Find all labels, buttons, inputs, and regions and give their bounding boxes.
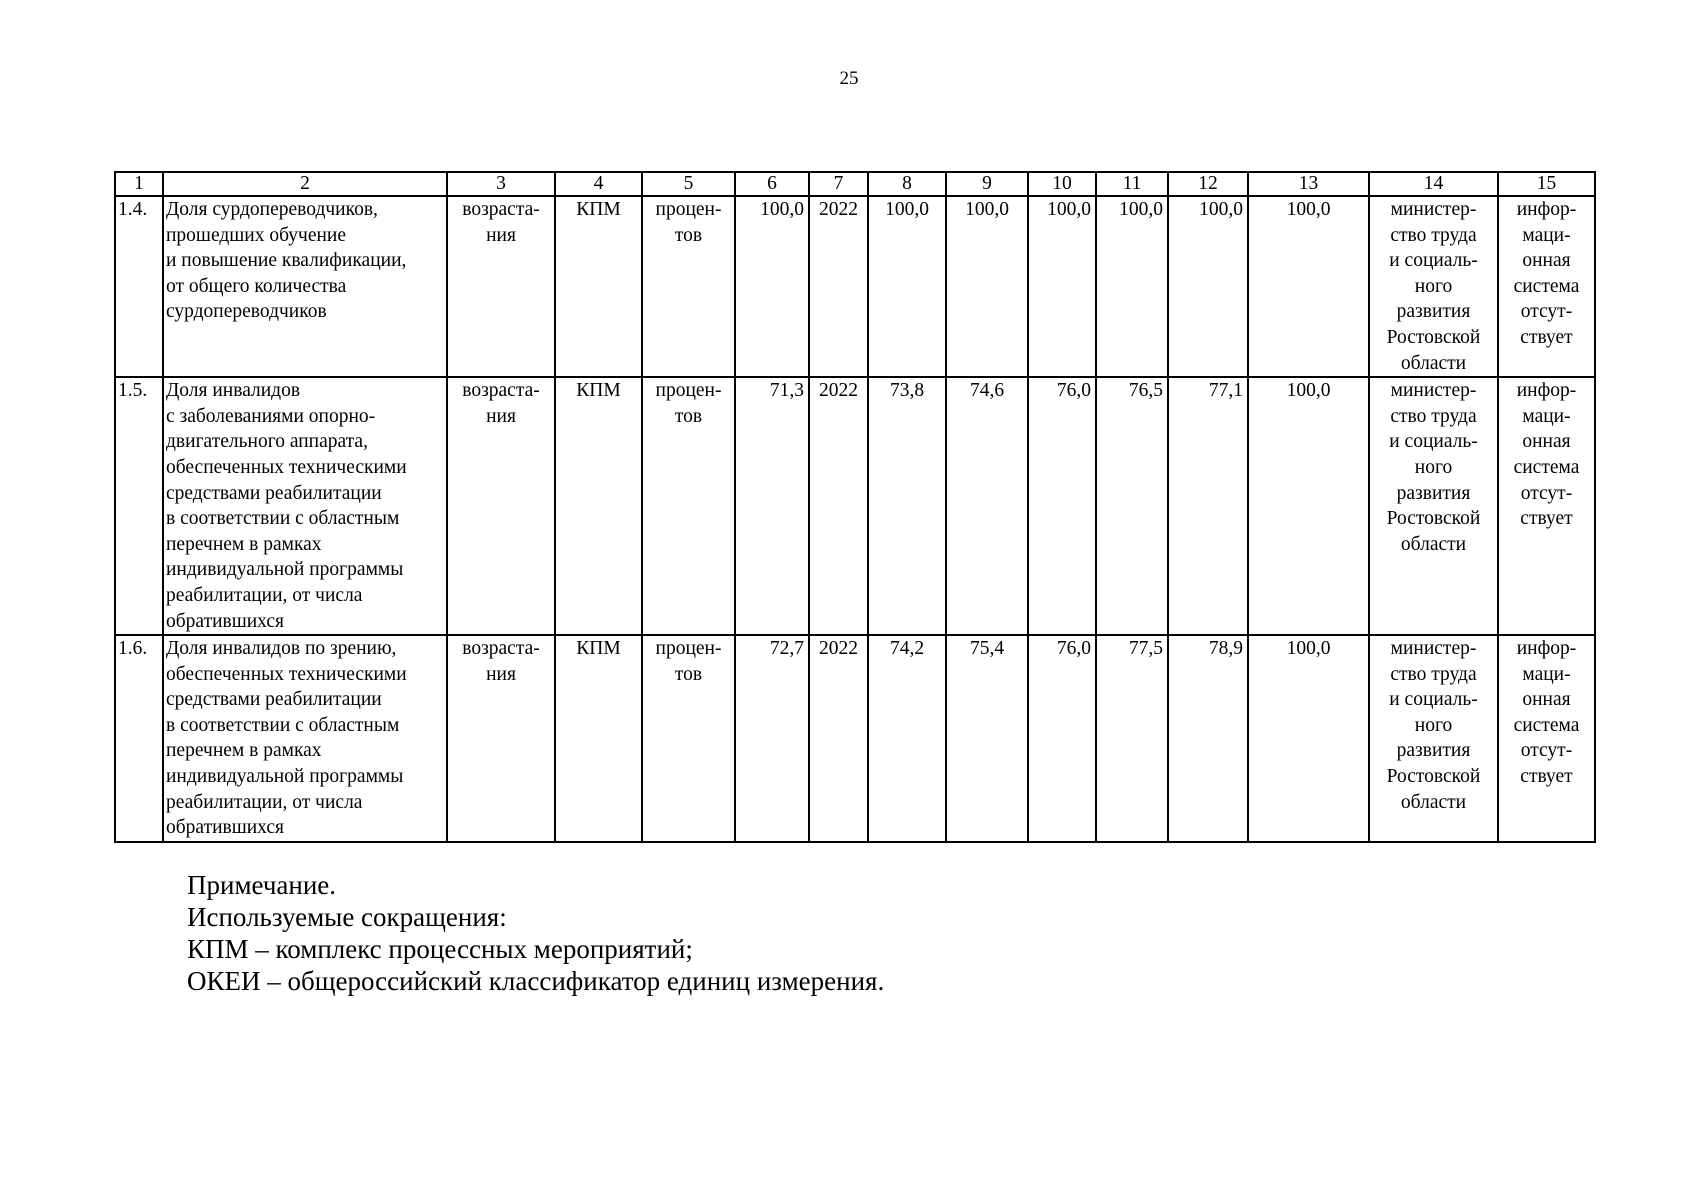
abbreviation-item: КПМ – комплекс процессных мероприятий; <box>187 934 693 964</box>
column-number: 12 <box>1168 172 1248 196</box>
indicator-direction: возраста- ния <box>447 635 555 842</box>
value-col-8: 100,0 <box>868 196 946 377</box>
indicator-number: 1.5. <box>115 377 163 635</box>
abbreviation-item: ОКЕИ – общероссийский классификатор единиц измерения. <box>187 966 885 996</box>
column-number: 11 <box>1096 172 1168 196</box>
column-number: 2 <box>163 172 447 196</box>
indicator-number: 1.6. <box>115 635 163 842</box>
value-col-9: 74,6 <box>946 377 1028 635</box>
column-number: 1 <box>115 172 163 196</box>
indicator-level: КПМ <box>555 377 642 635</box>
base-value: 72,7 <box>735 635 809 842</box>
table-row <box>115 377 1595 635</box>
value-col-11: 100,0 <box>1096 196 1168 377</box>
note-title: Примечание. <box>187 870 337 900</box>
table-row <box>115 635 1595 842</box>
value-col-12: 78,9 <box>1168 635 1248 842</box>
indicator-unit: процен- тов <box>642 377 735 635</box>
responsible-body: министер- ство труда и социаль- ного развития Ростовской области <box>1369 196 1498 377</box>
column-number: 4 <box>555 172 642 196</box>
value-col-13: 100,0 <box>1248 377 1369 635</box>
indicator-direction: возраста- ния <box>447 196 555 377</box>
base-value: 100,0 <box>735 196 809 377</box>
column-number: 3 <box>447 172 555 196</box>
value-col-13: 100,0 <box>1248 635 1369 842</box>
note-intro: Используемые сокращения: <box>187 902 507 932</box>
value-col-10: 76,0 <box>1028 377 1096 635</box>
value-col-12: 77,1 <box>1168 377 1248 635</box>
base-year: 2022 <box>809 196 868 377</box>
indicator-name: Доля сурдопереводчиков, прошедших обучение и повышение квалификации, от общего количества сурдопереводчиков <box>163 196 447 377</box>
info-system: инфор- маци- онная система отсут- ствует <box>1498 635 1595 842</box>
column-number: 15 <box>1498 172 1595 196</box>
indicator-unit: процен- тов <box>642 635 735 842</box>
value-col-9: 100,0 <box>946 196 1028 377</box>
indicator-name: Доля инвалидов с заболеваниями опорно- двигательного аппарата, обеспеченных техническими средствами реабилитации в соответствии с областным перечнем в рамках индивидуальной программы реабилитации, от числа обратившихся <box>163 377 447 635</box>
value-col-8: 74,2 <box>868 635 946 842</box>
value-col-11: 77,5 <box>1096 635 1168 842</box>
indicators-table <box>114 171 1596 843</box>
info-system: инфор- маци- онная система отсут- ствует <box>1498 377 1595 635</box>
responsible-body: министер- ство труда и социаль- ного развития Ростовской области <box>1369 635 1498 842</box>
column-number: 6 <box>735 172 809 196</box>
value-col-10: 76,0 <box>1028 635 1096 842</box>
note-section <box>187 869 884 997</box>
info-system: инфор- маци- онная система отсут- ствует <box>1498 196 1595 377</box>
value-col-10: 100,0 <box>1028 196 1096 377</box>
value-col-9: 75,4 <box>946 635 1028 842</box>
indicator-number: 1.4. <box>115 196 163 377</box>
value-col-8: 73,8 <box>868 377 946 635</box>
column-number: 5 <box>642 172 735 196</box>
value-col-13: 100,0 <box>1248 196 1369 377</box>
indicator-level: КПМ <box>555 196 642 377</box>
responsible-body: министер- ство труда и социаль- ного развития Ростовской области <box>1369 377 1498 635</box>
base-value: 71,3 <box>735 377 809 635</box>
indicator-unit: процен- тов <box>642 196 735 377</box>
column-number: 9 <box>946 172 1028 196</box>
table-row <box>115 196 1595 377</box>
column-number: 7 <box>809 172 868 196</box>
indicator-name: Доля инвалидов по зрению, обеспеченных техническими средствами реабилитации в соответствии с областным перечнем в рамках индивидуальной программы реабилитации, от числа обратившихся <box>163 635 447 842</box>
column-number: 8 <box>868 172 946 196</box>
base-year: 2022 <box>809 635 868 842</box>
page-number: 25 <box>839 68 859 89</box>
column-number: 10 <box>1028 172 1096 196</box>
value-col-11: 76,5 <box>1096 377 1168 635</box>
column-number: 13 <box>1248 172 1369 196</box>
column-number: 14 <box>1369 172 1498 196</box>
indicator-level: КПМ <box>555 635 642 842</box>
value-col-12: 100,0 <box>1168 196 1248 377</box>
base-year: 2022 <box>809 377 868 635</box>
indicator-direction: возраста- ния <box>447 377 555 635</box>
column-number-row <box>115 172 1595 196</box>
